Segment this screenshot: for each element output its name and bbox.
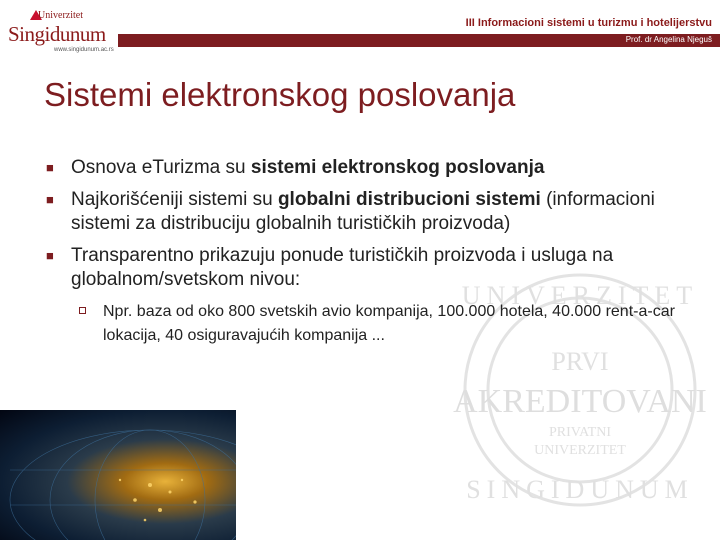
bullet-item: [44, 156, 684, 180]
professor-name: Prof. dr Angelina Njeguš: [625, 35, 712, 44]
sub-bullet-item: [71, 300, 684, 348]
bullet-text: Najkorišćeniji sistemi su: [71, 189, 278, 210]
university-logo: [6, 8, 118, 56]
bullet-item: [44, 244, 684, 292]
bullet-item: [44, 188, 684, 236]
watermark-ring-top: UNIVERZITET: [461, 281, 699, 310]
course-title: III Informacioni sistemi u turizmu i hotelijerstvu: [465, 17, 712, 29]
sub-bullet-text: Npr. baza od oko 800 svetskih avio kompanija, 100.000 hotela, 40.000 rent-a-car lokacija, 40 osiguravajućih kompanija ...: [103, 303, 675, 344]
bullet-bold: sistemi elektronskog poslovanja: [250, 157, 545, 178]
watermark-line4: UNIVERZITET: [534, 443, 626, 458]
logo-main-text: Singidunum: [8, 22, 106, 46]
square-bullet-icon: ■: [46, 192, 54, 207]
bullet-tail: (informacioni sistemi za distribuciju globalnih turističkih proizvoda): [71, 189, 655, 234]
square-bullet-icon: ■: [46, 248, 54, 263]
watermark-line1: PRVI: [551, 347, 609, 376]
bullet-list: [44, 156, 684, 348]
logo-url-text: www.singidunum.ac.rs: [54, 47, 114, 53]
slide-title: Sistemi elektronskog poslovanja: [44, 76, 516, 113]
logo-top-text: Univerzitet: [38, 10, 83, 21]
header-bar: [118, 34, 720, 47]
watermark-line2: AKREDITOVANI: [453, 383, 707, 420]
watermark-ring-bottom: SINGIDUNUM: [466, 475, 694, 504]
slide-header: [0, 0, 720, 62]
watermark-line3: PRIVATNI: [549, 425, 611, 440]
globe-image: [0, 410, 236, 540]
square-bullet-icon: ■: [46, 160, 54, 175]
hollow-square-icon: [79, 307, 86, 314]
bullet-text: Transparentno prikazuju ponude turističkih proizvoda i usluga na globalnom/svetskom nivou:: [71, 245, 614, 290]
bullet-text: Osnova eTurizma su: [71, 157, 251, 178]
bullet-bold: globalni distribucioni sistemi: [277, 189, 541, 210]
globe-lights: [0, 410, 236, 540]
